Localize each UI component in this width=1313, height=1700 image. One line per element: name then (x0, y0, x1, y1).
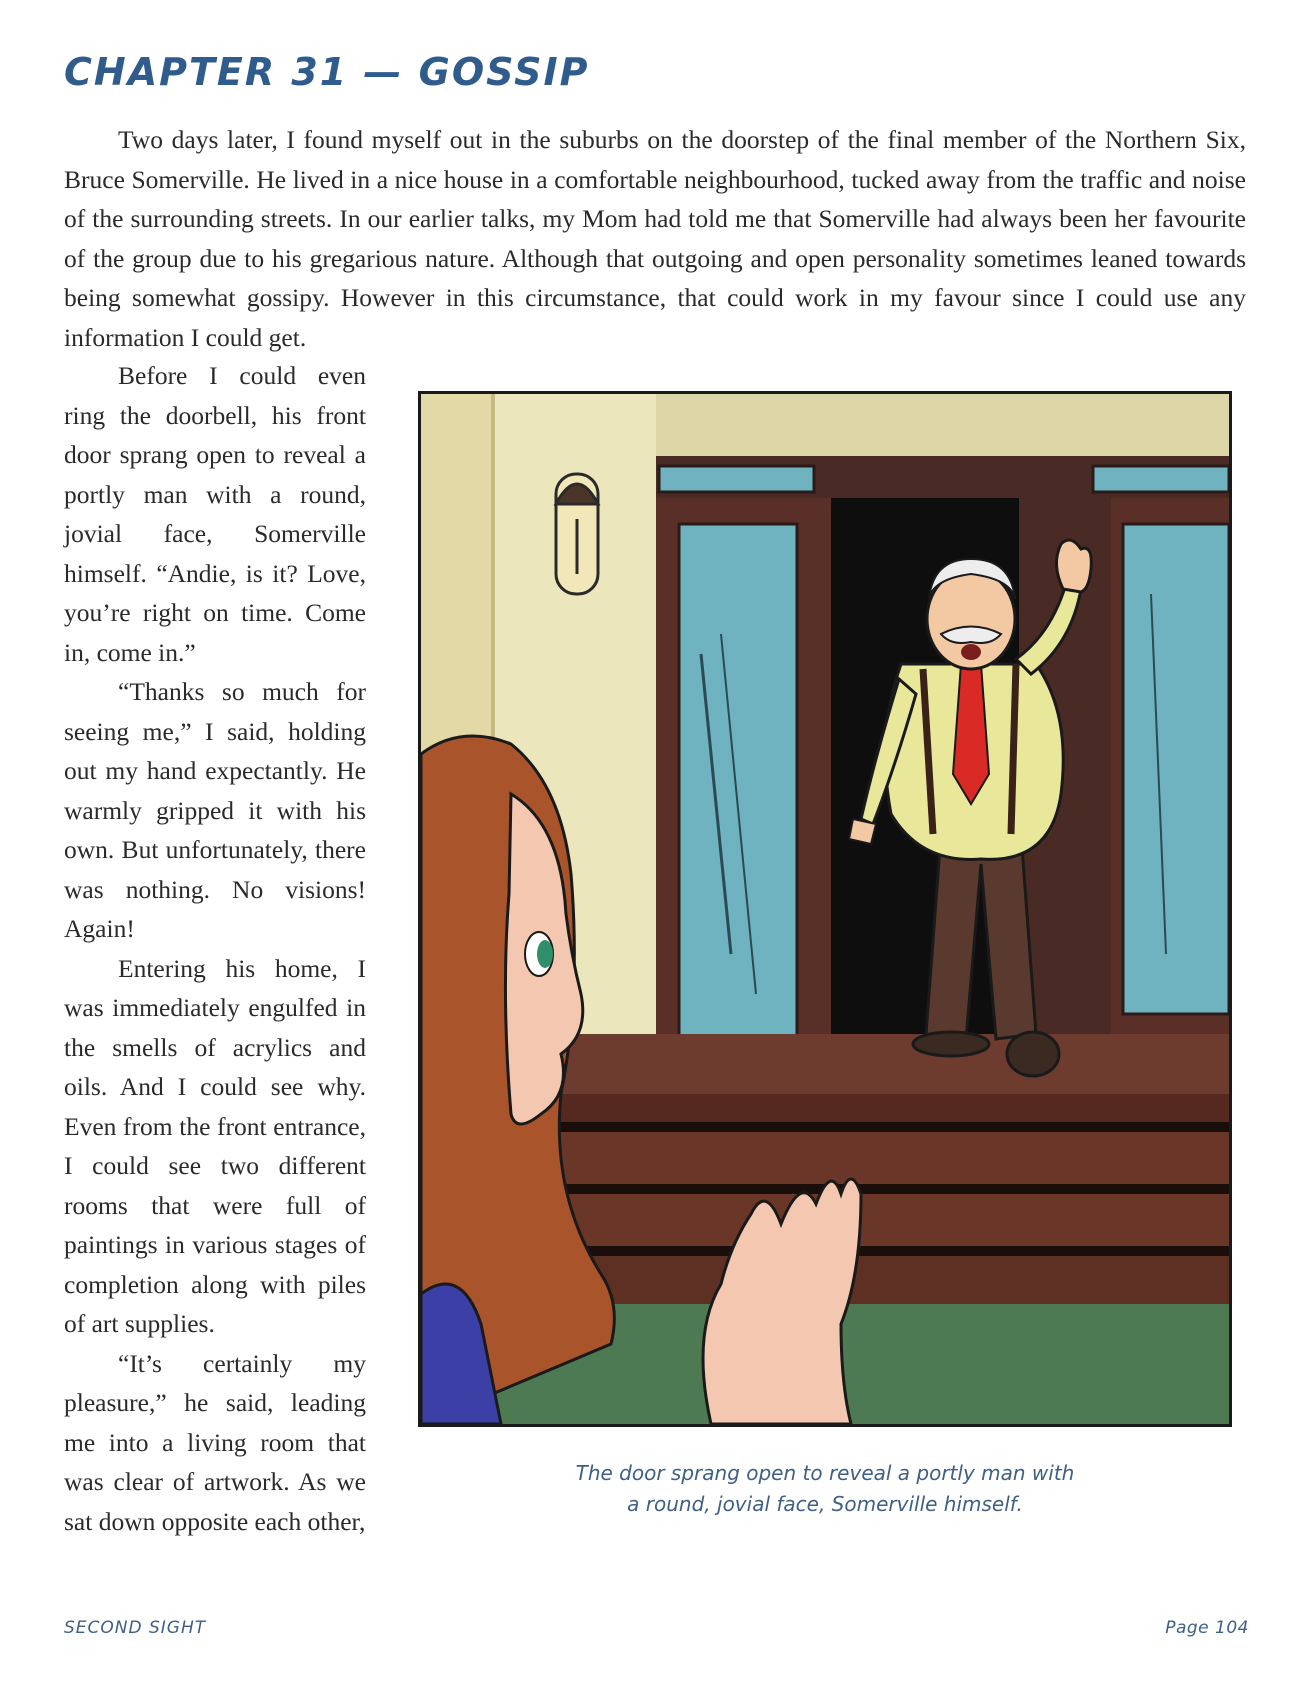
chapter-title: CHAPTER 31 — GOSSIP (64, 50, 590, 94)
comic-illustration (418, 391, 1232, 1427)
footer-book-title: SECOND SIGHT (64, 1618, 207, 1638)
doorway-scene-illustration (421, 394, 1229, 1424)
figure-caption (418, 1458, 1232, 1520)
paragraph-handshake: “Thanks so much for seeing me,” I said, holding out my hand expectantly. He warmly gripped it with his own. But unfortunately, there was nothing. No visions! Again! (64, 677, 366, 943)
caption-line-2: a round, jovial face, Somerville himself. (627, 1492, 1023, 1516)
caption-line-1: The door sprang open to reveal a portly man with (575, 1461, 1075, 1485)
footer-page-number: Page 104 (1165, 1618, 1249, 1638)
paragraph-pleasure: “It’s certainly my pleasure,” he said, leading me into a living room that was clear of artwork. As we sat down opposite each other, (64, 1348, 366, 1536)
left-column-text (64, 356, 366, 1541)
intro-paragraph: Two days later, I found myself out in the suburbs on the doorstep of the final member of the Northern Six, Bruce Somerville. He lived in a nice house in a comfortable neighbourhood, tucked away from the traffic and noise of the surrounding streets. In our earlier talks, my Mom had told me that Somerville had always been her favourite of the group due to his gregarious nature. Although that outgoing and open personality sometimes leaned towards being somewhat gossipy. However in this circumstance, that could work in my favour since I could use any information I could get. (64, 125, 1246, 352)
paragraph-doorbell: Before I could even ring the doorbell, his front door sprang open to reveal a portly man with a round, jovial face, Somerville himself. “Andie, is it? Love, you’re right on time. Come in, come in.” (64, 361, 366, 667)
paragraph-entering-home: Entering his home, I was immediately engulfed in the smells of acrylics and oils. And I could see why. Even from the front entrance, I could see two different rooms that were full of paintings in various stages of completion along with piles of art supplies. (64, 953, 366, 1338)
